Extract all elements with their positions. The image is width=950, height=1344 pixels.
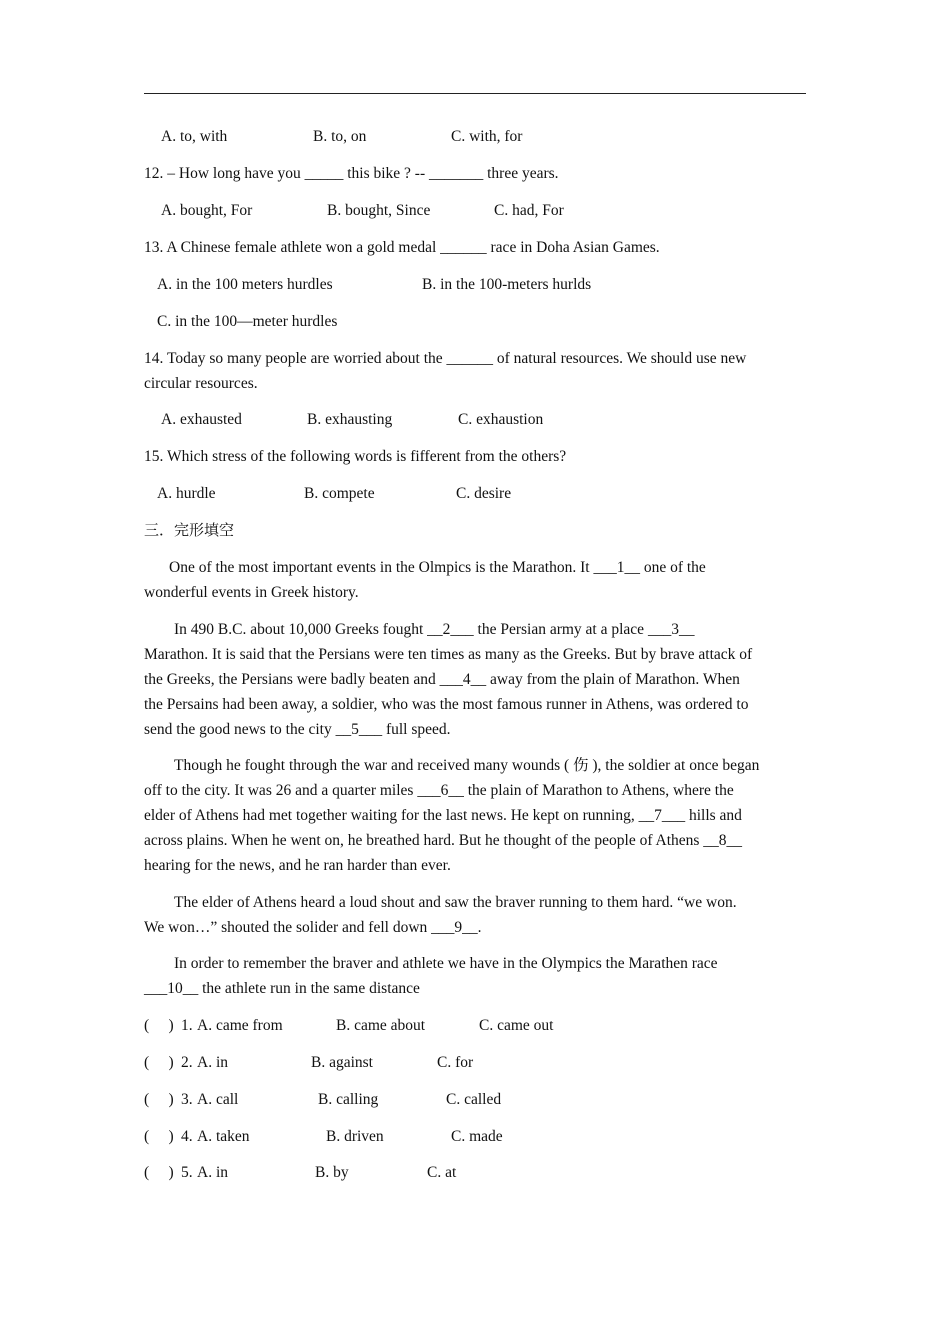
q12-option-c: C. had, For xyxy=(494,202,564,219)
passage-p3-line-4: across plains. When he went on, he breathed hard. But he thought of the people of Athens __8__ xyxy=(144,832,743,849)
option-a: A. in xyxy=(197,1054,228,1071)
question-number: 2. xyxy=(181,1054,193,1071)
passage-p2-line-3: the Greeks, the Persians were badly beaten and ___4__ away from the plain of Marathon. When xyxy=(144,671,740,688)
answer-bracket[interactable]: ( ) xyxy=(144,1017,174,1034)
passage-p3-line-2: off to the city. It was 26 and a quarter miles ___6__ the plain of Marathon to Athens, where the xyxy=(144,782,734,799)
option-a: A. in xyxy=(197,1164,228,1181)
q12-option-a: A. bought, For xyxy=(161,202,253,219)
q13-option-c: C. in the 100—meter hurdles xyxy=(157,313,338,330)
q15-stem: 15. Which stress of the following words is fifferent from the others? xyxy=(144,448,567,465)
q14-option-a: A. exhausted xyxy=(161,411,242,428)
passage-p5-line-1: In order to remember the braver and athlete we have in the Olympics the Marathen race xyxy=(174,955,718,972)
option-c: C. called xyxy=(446,1091,502,1108)
option-c: C. for xyxy=(437,1054,474,1071)
answer-bracket[interactable]: ( ) xyxy=(144,1091,174,1108)
q14-option-c: C. exhaustion xyxy=(458,411,544,428)
option-a: A. came from xyxy=(197,1017,283,1034)
passage-p2-line-4: the Persains had been away, a soldier, who was the most famous runner in Athens, was ordered to xyxy=(144,696,749,713)
passage-p4-line-1: The elder of Athens heard a loud shout and saw the braver running to them hard. “we won. xyxy=(174,894,737,911)
header-rule xyxy=(144,93,806,94)
q11-option-a: A. to, with xyxy=(161,128,228,145)
question-number: 4. xyxy=(181,1128,193,1145)
q13-option-b: B. in the 100-meters hurlds xyxy=(422,276,592,293)
q11-option-c: C. with, for xyxy=(451,128,523,145)
q14-stem-line-1: 14. Today so many people are worried about the ______ of natural resources. We should use new xyxy=(144,350,747,367)
q13-stem: 13. A Chinese female athlete won a gold medal ______ race in Doha Asian Games. xyxy=(144,239,660,256)
option-c: C. at xyxy=(427,1164,457,1181)
option-b: B. driven xyxy=(326,1128,384,1145)
passage-p1-line-2: wonderful events in Greek history. xyxy=(144,584,359,601)
passage-p2-line-5: send the good news to the city __5___ full speed. xyxy=(144,721,451,738)
option-c: C. made xyxy=(451,1128,503,1145)
q12-stem: 12. – How long have you _____ this bike ? -- _______ three years. xyxy=(144,165,559,182)
question-number: 3. xyxy=(181,1091,193,1108)
passage-p3-line-1: Though he fought through the war and received many wounds ( 伤 ), the soldier at once began xyxy=(174,757,760,774)
passage-p3-line-5: hearing for the news, and he ran harder than ever. xyxy=(144,857,451,874)
q15-option-b: B. compete xyxy=(304,485,375,502)
answer-bracket[interactable]: ( ) xyxy=(144,1128,174,1145)
question-number: 5. xyxy=(181,1164,193,1181)
question-number: 1. xyxy=(181,1017,193,1034)
section-3-title: 三．完形填空 xyxy=(144,521,235,539)
option-b: B. came about xyxy=(336,1017,426,1034)
q14-option-b: B. exhausting xyxy=(307,411,393,428)
q14-stem-line-2: circular resources. xyxy=(144,375,258,392)
option-b: B. calling xyxy=(318,1091,379,1108)
passage-p2-line-2: Marathon. It is said that the Persians were ten times as many as the Greeks. But by brave attack of xyxy=(144,646,753,663)
passage-p1-line-1: One of the most important events in the Olmpics is the Marathon. It ___1__ one of the xyxy=(169,559,706,576)
passage-p4-line-2: We won…” shouted the solider and fell down ___9__. xyxy=(144,919,482,936)
option-b: B. against xyxy=(311,1054,373,1071)
option-b: B. by xyxy=(315,1164,349,1181)
passage-p5-line-2: ___10__ the athlete run in the same distance xyxy=(144,980,420,997)
answer-bracket[interactable]: ( ) xyxy=(144,1054,174,1071)
option-a: A. taken xyxy=(197,1128,250,1145)
q15-option-c: C. desire xyxy=(456,485,512,502)
option-c: C. came out xyxy=(479,1017,554,1034)
q15-option-a: A. hurdle xyxy=(157,485,216,502)
q13-option-a: A. in the 100 meters hurdles xyxy=(157,276,333,293)
passage-p3-line-3: elder of Athens had met together waiting for the last news. He kept on running, __7___ hills and xyxy=(144,807,742,824)
answer-bracket[interactable]: ( ) xyxy=(144,1164,174,1181)
option-a: A. call xyxy=(197,1091,239,1108)
passage-p2-line-1: In 490 B.C. about 10,000 Greeks fought __2___ the Persian army at a place ___3__ xyxy=(174,621,695,638)
q11-option-b: B. to, on xyxy=(313,128,367,145)
q12-option-b: B. bought, Since xyxy=(327,202,431,219)
